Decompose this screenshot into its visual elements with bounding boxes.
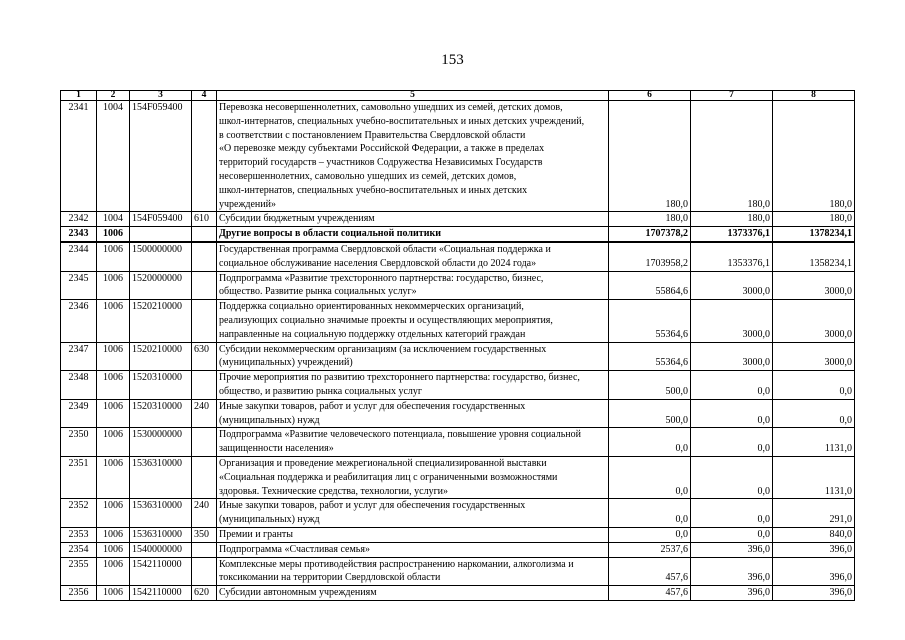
target-article-cell: 1520210000 xyxy=(130,300,192,342)
table-row xyxy=(61,242,855,271)
amount-2023-cell: 180,0 xyxy=(691,212,773,227)
header-col-3: 3 xyxy=(130,91,192,101)
row-number-cell: 2341 xyxy=(61,101,97,212)
item-name-line: Перевозка несовершеннолетних, самовольно ушедших из семей, детских домов, xyxy=(219,102,563,113)
header-col-8: 8 xyxy=(773,91,855,101)
amount-2023-cell: 0,0 xyxy=(691,499,773,528)
section-code-cell: 1006 xyxy=(97,342,130,371)
item-name-line: школ-интернатов, специальных учебно-воспитательных и иных детских xyxy=(219,184,528,196)
item-name-cell xyxy=(217,399,609,428)
item-name-line: Прочие мероприятия по развитию трехстороннего партнерства: государство, бизнес, xyxy=(219,372,580,384)
header-row xyxy=(61,91,855,101)
item-name-line: направленные на социальную поддержку отдельных категорий граждан xyxy=(219,328,526,340)
item-name-line: защищенности населения» xyxy=(219,443,334,455)
item-name-line: Подпрограмма «Счастливая семья» xyxy=(219,543,370,555)
budget-table xyxy=(60,90,855,601)
expense-type-cell xyxy=(192,542,217,557)
item-name-line: Подпрограмма «Развитие трехсторонного партнерства: государство, бизнес, xyxy=(219,272,544,284)
expense-type-cell xyxy=(192,101,217,212)
section-code-cell: 1006 xyxy=(97,300,130,342)
item-name-cell xyxy=(217,371,609,400)
item-name-line: здоровья. Технические средства, технологии, услуги» xyxy=(219,485,449,497)
item-name-cell xyxy=(217,428,609,457)
item-name-line: в соответствии с постановлением Правительства Свердловской области xyxy=(219,129,526,141)
section-code-cell: 1004 xyxy=(97,101,130,212)
amount-2023-cell: 0,0 xyxy=(691,456,773,498)
amount-2022-cell: 180,0 xyxy=(609,212,691,227)
amount-2023-cell: 396,0 xyxy=(691,586,773,601)
row-number-cell: 2352 xyxy=(61,499,97,528)
amount-2023-cell: 1373376,1 xyxy=(691,227,773,242)
amount-2023-cell: 0,0 xyxy=(691,527,773,542)
target-article-cell xyxy=(130,227,192,242)
amount-2024-cell: 3000,0 xyxy=(773,342,855,371)
page-number: 153 xyxy=(441,52,464,68)
amount-2024-cell: 3000,0 xyxy=(773,300,855,342)
item-name-line: (муниципальных) нужд xyxy=(219,514,320,526)
item-name-line: Субсидии некоммерческим организациям (за исключением государственных xyxy=(219,343,547,355)
item-name-line: Иные закупки товаров, работ и услуг для обеспечения государственных xyxy=(219,500,526,512)
item-name-cell xyxy=(217,586,609,601)
amount-2022-cell: 457,6 xyxy=(609,586,691,601)
item-name-line: учреждений» xyxy=(219,198,276,210)
table-row xyxy=(61,271,855,300)
row-number-cell: 2347 xyxy=(61,342,97,371)
table-body xyxy=(61,101,855,601)
expense-type-cell: 620 xyxy=(192,586,217,601)
row-number-cell: 2355 xyxy=(61,557,97,586)
amount-2024-cell: 291,0 xyxy=(773,499,855,528)
amount-2024-cell: 1378234,1 xyxy=(773,227,855,242)
target-article-cell: 154F059400 xyxy=(130,101,192,212)
header-col-4: 4 xyxy=(192,91,217,101)
amount-2024-cell: 180,0 xyxy=(773,212,855,227)
amount-2022-cell: 457,6 xyxy=(609,557,691,586)
item-name-line: общество. Развитие рынка социальных услуг» xyxy=(219,286,417,298)
target-article-cell: 1500000000 xyxy=(130,242,192,271)
item-name-cell xyxy=(217,456,609,498)
expense-type-cell xyxy=(192,242,217,271)
target-article-cell: 1536310000 xyxy=(130,499,192,528)
target-article-cell: 1542110000 xyxy=(130,586,192,601)
amount-2022-cell: 55864,6 xyxy=(609,271,691,300)
item-name-cell xyxy=(217,212,609,227)
item-name-cell xyxy=(217,499,609,528)
item-name-line: Комплексные меры противодействия распространению наркомании, алкоголизма и xyxy=(219,558,574,570)
amount-2024-cell: 0,0 xyxy=(773,399,855,428)
row-number-cell: 2349 xyxy=(61,399,97,428)
item-name-line: «Социальная поддержка и реабилитация лиц с ограниченными возможностями xyxy=(219,471,558,483)
table-row xyxy=(61,227,855,242)
section-code-cell: 1006 xyxy=(97,542,130,557)
table-row xyxy=(61,212,855,227)
row-number-cell: 2351 xyxy=(61,456,97,498)
section-code-cell: 1006 xyxy=(97,527,130,542)
expense-type-cell: 630 xyxy=(192,342,217,371)
amount-2023-cell: 0,0 xyxy=(691,428,773,457)
table-row xyxy=(61,527,855,542)
table-row xyxy=(61,371,855,400)
target-article-cell: 1520310000 xyxy=(130,399,192,428)
table-row xyxy=(61,542,855,557)
amount-2024-cell: 396,0 xyxy=(773,542,855,557)
amount-2022-cell: 1703958,2 xyxy=(609,242,691,271)
amount-2023-cell: 3000,0 xyxy=(691,300,773,342)
expense-type-cell xyxy=(192,557,217,586)
section-code-cell: 1006 xyxy=(97,557,130,586)
row-number-cell: 2354 xyxy=(61,542,97,557)
header-col-1: 1 xyxy=(61,91,97,101)
row-number-cell: 2343 xyxy=(61,227,97,242)
amount-2023-cell: 180,0 xyxy=(691,101,773,212)
amount-2023-cell: 0,0 xyxy=(691,399,773,428)
target-article-cell: 1530000000 xyxy=(130,428,192,457)
expense-type-cell xyxy=(192,456,217,498)
target-article-cell: 1520310000 xyxy=(130,371,192,400)
row-number-cell: 2348 xyxy=(61,371,97,400)
item-name-cell xyxy=(217,542,609,557)
header-col-5: 5 xyxy=(217,91,609,101)
item-name-line: несовершеннолетних, самовольно ушедших из семей, детских домов, xyxy=(219,170,517,182)
expense-type-cell xyxy=(192,428,217,457)
item-name-line: Премии и гранты xyxy=(219,528,294,540)
table-row xyxy=(61,557,855,586)
row-number-cell: 2346 xyxy=(61,300,97,342)
table-row xyxy=(61,586,855,601)
amount-2023-cell: 1353376,1 xyxy=(691,242,773,271)
expense-type-cell xyxy=(192,271,217,300)
item-name-line: Поддержка социально ориентированных некоммерческих организаций, xyxy=(219,301,524,313)
table-row xyxy=(61,300,855,342)
item-name-cell xyxy=(217,242,609,271)
expense-type-cell: 240 xyxy=(192,499,217,528)
amount-2023-cell: 0,0 xyxy=(691,371,773,400)
item-name-line: реализующих социально значимые проекты и осуществляющих мероприятия, xyxy=(219,314,553,326)
amount-2022-cell: 0,0 xyxy=(609,456,691,498)
amount-2022-cell: 1707378,2 xyxy=(609,227,691,242)
section-code-cell: 1006 xyxy=(97,499,130,528)
item-name-line: (муниципальных) нужд xyxy=(219,414,320,426)
table-row xyxy=(61,499,855,528)
item-name-line: Подпрограмма «Развитие человеческого потенциала, повышение уровня социальной xyxy=(219,429,581,441)
row-number-cell: 2353 xyxy=(61,527,97,542)
section-code-cell: 1006 xyxy=(97,399,130,428)
expense-type-cell xyxy=(192,300,217,342)
section-code-cell: 1006 xyxy=(97,428,130,457)
item-name-line: (муниципальных) учреждений) xyxy=(219,357,353,369)
section-code-cell: 1006 xyxy=(97,271,130,300)
amount-2024-cell: 840,0 xyxy=(773,527,855,542)
item-name-cell xyxy=(217,227,609,242)
item-name-line: школ-интернатов, специальных учебно-воспитательных и иных детских учреждений, xyxy=(219,115,585,127)
item-name-line: территорий государств – участников Содружества Независимых Государств xyxy=(219,157,543,169)
amount-2023-cell: 3000,0 xyxy=(691,342,773,371)
item-name-line: Субсидии бюджетным учреждениям xyxy=(219,213,375,225)
item-name-line: Организация и проведение межрегиональной специализированной выставки xyxy=(219,457,547,469)
item-name-cell xyxy=(217,300,609,342)
item-name-cell xyxy=(217,271,609,300)
amount-2022-cell: 0,0 xyxy=(609,527,691,542)
target-article-cell: 1542110000 xyxy=(130,557,192,586)
amount-2022-cell: 500,0 xyxy=(609,399,691,428)
expense-type-cell: 350 xyxy=(192,527,217,542)
amount-2023-cell: 396,0 xyxy=(691,557,773,586)
table-row xyxy=(61,399,855,428)
item-name-line: «О перевозке между субъектами Российской Федерации, а также в пределах xyxy=(219,143,545,155)
target-article-cell: 154F059400 xyxy=(130,212,192,227)
expense-type-cell xyxy=(192,371,217,400)
header-col-6: 6 xyxy=(609,91,691,101)
row-number-cell: 2344 xyxy=(61,242,97,271)
item-name-line: общество, и развитию рынка социальных услуг xyxy=(219,385,422,397)
amount-2024-cell: 1131,0 xyxy=(773,456,855,498)
amount-2022-cell: 2537,6 xyxy=(609,542,691,557)
amount-2022-cell: 55364,6 xyxy=(609,342,691,371)
target-article-cell: 1536310000 xyxy=(130,456,192,498)
amount-2022-cell: 500,0 xyxy=(609,371,691,400)
item-name-line: Государственная программа Свердловской области «Социальная поддержка и xyxy=(219,243,551,255)
amount-2024-cell: 1358234,1 xyxy=(773,242,855,271)
amount-2024-cell: 1131,0 xyxy=(773,428,855,457)
item-name-line: Иные закупки товаров, работ и услуг для обеспечения государственных xyxy=(219,400,526,412)
header-col-2: 2 xyxy=(97,91,130,101)
section-code-cell: 1004 xyxy=(97,212,130,227)
table-row xyxy=(61,342,855,371)
amount-2024-cell: 180,0 xyxy=(773,101,855,212)
item-name-cell xyxy=(217,557,609,586)
amount-2024-cell: 396,0 xyxy=(773,557,855,586)
row-number-cell: 2345 xyxy=(61,271,97,300)
amount-2022-cell: 55364,6 xyxy=(609,300,691,342)
expense-type-cell xyxy=(192,227,217,242)
item-name-line: Субсидии автономным учреждениям xyxy=(219,587,377,599)
expense-type-cell: 240 xyxy=(192,399,217,428)
table-row xyxy=(61,101,855,212)
row-number-cell: 2356 xyxy=(61,586,97,601)
item-name-cell xyxy=(217,342,609,371)
amount-2024-cell: 396,0 xyxy=(773,586,855,601)
header-col-7: 7 xyxy=(691,91,773,101)
section-code-cell: 1006 xyxy=(97,371,130,400)
amount-2022-cell: 180,0 xyxy=(609,101,691,212)
amount-2023-cell: 3000,0 xyxy=(691,271,773,300)
item-name-line: Другие вопросы в области социальной политики xyxy=(219,228,441,240)
row-number-cell: 2350 xyxy=(61,428,97,457)
item-name-cell xyxy=(217,101,609,212)
expense-type-cell: 610 xyxy=(192,212,217,227)
section-code-cell: 1006 xyxy=(97,456,130,498)
item-name-line: социальное обслуживание населения Свердловской области до 2024 года» xyxy=(219,257,537,269)
table-row xyxy=(61,456,855,498)
amount-2024-cell: 3000,0 xyxy=(773,271,855,300)
table-row xyxy=(61,428,855,457)
target-article-cell: 1536310000 xyxy=(130,527,192,542)
amount-2024-cell: 0,0 xyxy=(773,371,855,400)
row-number-cell: 2342 xyxy=(61,212,97,227)
section-code-cell: 1006 xyxy=(97,242,130,271)
target-article-cell: 1540000000 xyxy=(130,542,192,557)
section-code-cell: 1006 xyxy=(97,227,130,242)
amount-2022-cell: 0,0 xyxy=(609,428,691,457)
section-code-cell: 1006 xyxy=(97,586,130,601)
item-name-cell xyxy=(217,527,609,542)
target-article-cell: 1520000000 xyxy=(130,271,192,300)
amount-2022-cell: 0,0 xyxy=(609,499,691,528)
target-article-cell: 1520210000 xyxy=(130,342,192,371)
item-name-line: токсикомании на территории Свердловской области xyxy=(219,572,441,584)
amount-2023-cell: 396,0 xyxy=(691,542,773,557)
